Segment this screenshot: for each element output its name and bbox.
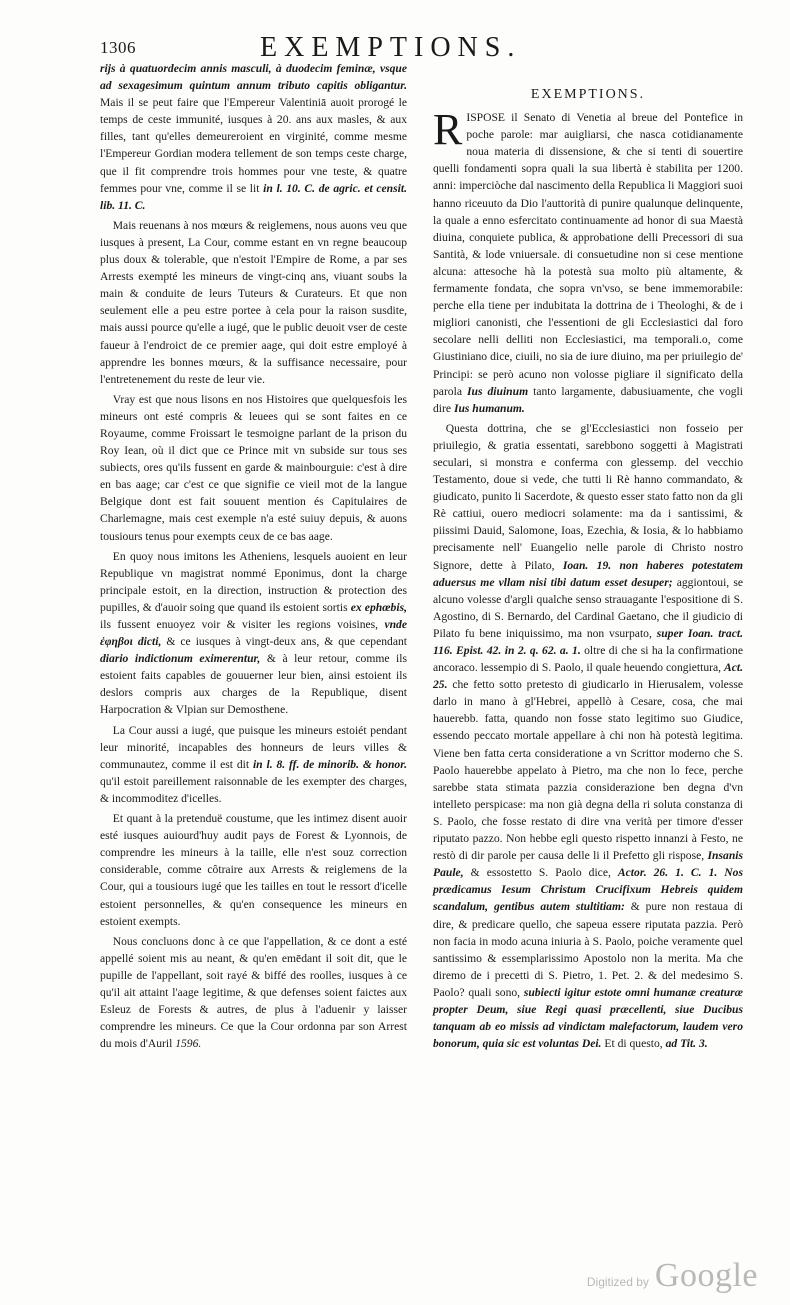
latin-phrase: Ius diuinum (467, 384, 529, 398)
paragraph: Nous concluons donc à ce que l'appellation, & ce dont a esté appellé soient mis au neant, & qu'en emēdant il soit dit, que le pupille de l'appellant, soit rayé & biffé des roolles, iusques à ce qu'il ait attaint l'aage legitime, & que defenses soient faictes aux Esleuz de Forests & autres, de plus à l'aduenir y laisser comprendre les mineurs. Ce que la Cour ordonna par son Arrest du mois d'Auril 1596. (100, 934, 407, 1051)
latin-phrase: diario indictionum eximerentur, (100, 652, 261, 666)
right-column (433, 60, 743, 1052)
latin-phrase: ex ephœbis, (350, 600, 407, 614)
citation: in l. 8. ff. de minorib. & honor. (252, 757, 407, 771)
paragraph: Et quant à la pretenduë coustume, que les intimez disent auoir esté iusques auiourd'huy audit pays de Forest & Lyonnois, de comprendre les mineurs à la taille, elle n'est souz correction considerable, comme côtraire aux Arrests & reiglemens de la Cour, qui a tousiours iugé que les tailles en tout le ressort d'icelle estoient personnelles, & qu'en consequence les mineurs en estoient exempts. (100, 812, 407, 928)
latin-phrase: vnde ἐφηβοι dicti, (100, 618, 407, 649)
page-number: 1306 (100, 38, 136, 57)
google-watermark (587, 1257, 758, 1295)
column-divider (419, 64, 420, 1244)
citation: super Ioan. tract. 116. Epist. 42. in 2. q. 62. a. 1. (433, 626, 743, 657)
citation: in l. 10. C. de agric. et censit. lib. 11. C. (100, 181, 407, 212)
latin-phrase: Insanis Paule, (433, 849, 743, 880)
paragraph: En quoy nous imitons les Atheniens, lesquels auoient en leur Republique vn magistrat nommé Eponimus, dont la charge principale estoit, en la direction, instruction & protection des pupilles, & d'auoir soing que quand ils estoient sortis ex ephœbis, ils fussent enuoyez voir & visiter les regions voisines, vnde ἐφηβοι dicti, & ce iusques à vingt-deux ans, & que cependant diario indictionum eximerentur, & à leur retour, comme ils estoient faits capables de gouuerner leur bien, ainsi estoient ils deslors compris aux charges de la Republique, disent Harpocration & Vlpian sur Demosthene. (100, 549, 408, 717)
citation: ad Tit. 3. (665, 1037, 708, 1051)
citation: Act. 25. (433, 661, 743, 692)
paragraph: RISPOSE il Senato di Venetia al breue del Pontefice in poche parole: mar auigliarsi, che nasca cotidianamente noua materia di dissensione, & che si tenti di souertire quelli fondamenti sopra quali la sua libertà è stabilita per 1200. anni: imperciòche dal nascimento della Republica li Maggiori suoi hanno riceuuto da Dio l'auttorità di punire qualunque delinquente, la quale a enno esfercitato continuamente ad honor di sua Maestà diuina, conquiete publica, & approbatione delli Precessori di sua Santità, & lode vniuersale. di consuetudine non si cese mentione alcuna: attesoche hà la potestà sua molto più altamente, & fermamente fondata, che sopra vn'vso, se bene immemorabile: perche ella tiene per indubitata la dottrina de i Theologhi, & de i migliori canonisti, che l'essentioni de gli Ecclesiastici dal foro secolare nelli delliti non Ecclesiastici, ma temporali.o, come Giustiniano dice, ciuili, no sia de iure diuino, ma per priuilegio de' Principi: se però acuno non volosse pigliare il significato della parola Ius diuinum tanto largamente, dabusiuamente, che vogli dire Ius humanum. (433, 105, 743, 415)
paragraph: Mais reuenans à nos mœurs & reiglemens, nous auons veu que iusques à present, La Cour, comme estant en vn regne beaucoup plus doux & tolerable, que n'estoit l'Empire de Rome, a par ses Arrests exempté les mineurs de vingt-cinq ans, viuant soubs la main & conduite de leurs Tuteurs & Curateurs. Et que non seulement elle a peu estre portee à cela pour la raison susdite, mais aussi pource qu'elle a iugé, que le public deuoit vser de ceste faueur à l'endroict de ce premier aage, qui doit estre employé à apprendre les bonnes mœurs, & la suffisance necessaire, pour l'entretenement du reste de leur vie. (100, 218, 407, 386)
latin-phrase: Ius humanum. (453, 401, 525, 415)
running-head: EXEMPTIONS. (260, 32, 522, 63)
latin-quote: rijs à quatuordecim annis masculi, à duodecim feminæ, vsque ad sexagesimum quintum annum tributo capitis obligantur. (100, 62, 407, 93)
citation: Ioan. 19. non haberes potestatem aduersus me vllam nisi tibi datum esset desuper; (433, 558, 744, 589)
paragraph: La Cour aussi a iugé, que puisque les mineurs estoiét pendant leur minorité, incapables des honneurs de leurs villes & communautez, comme il est dit in l. 8. ff. de minorib. & honor. qu'il estoit pareillement raisonnable de les exempter des charges, & incommoditez d'icelles. (100, 723, 407, 805)
drop-cap: R (433, 105, 463, 155)
left-column (100, 60, 407, 1052)
paragraph: rijs à quatuordecim annis masculi, à duodecim feminæ, vsque ad sexagesimum quintum annum tributo capitis obligantur. Mais il se peut faire que l'Empereur Valentiniā auoit prorogé le temps de ceste immunité, iusques à 20. ans aux masles, & aux filles, tant qu'elles demeureroient en virginité, comme mesme l'Empereur Gordian modera tellement de son temps ceste charge, que il fit comprendre trois hommes pour vne teste, & quatre femmes pour vne, comme il se lit in l. 10. C. de agric. et censit. lib. 11. C. (100, 62, 407, 212)
watermark-prefix: Digitized by (586, 1275, 649, 1289)
date-year: 1596. (175, 1037, 202, 1051)
paragraph: Vray est que nous lisons en nos Histoires que quelquesfois les mineurs ont esté compris & leuees qui se sont faites en ce Royaume, comme Froissart le tesmoigne parlant de la prison du Roy Iean, où il dict que ce Prince mit vn subside sur tous ses subiects, ores qu'ils fussent en garde & mainbourguie: c'est à dire en bas aage; car c'est ce que signifie ce vieil mot de la langue Belgique dont est fait souuent mention és Capitulaires de Charlemagne, mais cest exemple n'a esté suiuy depuis, & auons tousiours tenus pour exempts ceux de ce bas aage. (100, 392, 407, 543)
google-logo: Google (654, 1257, 758, 1294)
paragraph: Questa dottrina, che se gl'Ecclesiastici non fosseio per priuilegio, & gratia essentati, sarebbono soggetti à Magistrati seculari, si monstra e conferma con glessemp. del vecchio Testamento, doue si vede, che tutti li Rè hanno commandato, & giudicato, punito li Sacerdote, & questo esser stato fatto non da gli Rè cattiui, ouero mediocri solamente: ma da i santissimi, & piissimi Dauid, Salomone, Ioas, Ezechia, & Iosia, & lo habbiamo precisamente nell' Euangelio nelle parole di Christo nostro Signore, dette à Pilato, Ioan. 19. non haberes potestatem aduersus me vllam nisi tibi datum esset desuper; aggiontoui, se alcuno volesse d'argli qualche senso strauagante l'espositione di S. Agostino, di S. Bernardo, del Cardinal Gaetano, che il giudicio di Pilato fu bene iniquissimo, ma non vsurpato, super Ioan. tract. 116. Epist. 42. in 2. q. 62. a. 1. oltre di che si ha la confirmatione ancoraco. lessempio di S. Paolo, il quale heuendo congiettura, Act. 25. che fetto sotto pretesto di giudicarlo in Hierusalem, volesse darlo in mano à gl'Hebrei, appellò à Cesare, cosa, che mai hauerebb. fatta, quando non fosse stato legitimo suo Giudice, essendo peccato mortale appellare à chi non hà potestà legitima. Viene ben fatta certa consideratione a vn Scrittor moderno che S. Paolo hauerebbe appelato à Pietro, ma che non lo fece, perche sarebbe stata stimata pazzia considerazione ben degna d'vn intelleto perspicase: ma non già degna della ri soluta constanza di S. Paolo, che fosse restato di dire vna verità per timore d'esser riputato pazzo. Non hebbe egli questo rispetto innanzi à Festo, ne restò di dir parole per causa delle li il Prefetto gli rispose, Insanis Paule, & essostetto S. Paolo dice, Actor. 26. 1. C. 1. Nos prædicamus Iesum Christum Crucifixum Hebreis quidem scandalum, gentibus autem stultitiam: & pure non restaua di dire, & predicare quello, che sapeua essere riputata pazzia. Però non facia in modo acuna iniuria à S. Paolo, poiche veramente quel santissimo & essemplarissimo Apostolo non la merita. Ma che diremo de i precetti di S. Pietro, 1. Pet. 2. & del medesimo S. Paolo? quali sono, subiecti igitur estote omni humanæ creaturæ propter Deum, siue Regi quasi præcellenti, siue Ducibus tanquam ab eo missis ad vindictam malefactorum, laudem vero bonorum, quia sic est voluntas Dei. Et di questo, ad Tit. 3. (433, 421, 744, 1051)
section-heading: EXEMPTIONS. (530, 87, 646, 102)
citation: Actor. 26. 1. C. 1. Nos prædicamus Iesum Christum Crucifixum Hebreis quidem scandalum, gentibus autem stultitiam: (433, 866, 743, 914)
latin-quote: subiecti igitur estote omni humanæ creaturæ propter Deum, siue Regi quasi præcellenti, siue Ducibus tanquam ab eo missis ad vindictam malefactorum, laudem vero bonorum, quia sic est voluntas Dei. (433, 985, 743, 1051)
